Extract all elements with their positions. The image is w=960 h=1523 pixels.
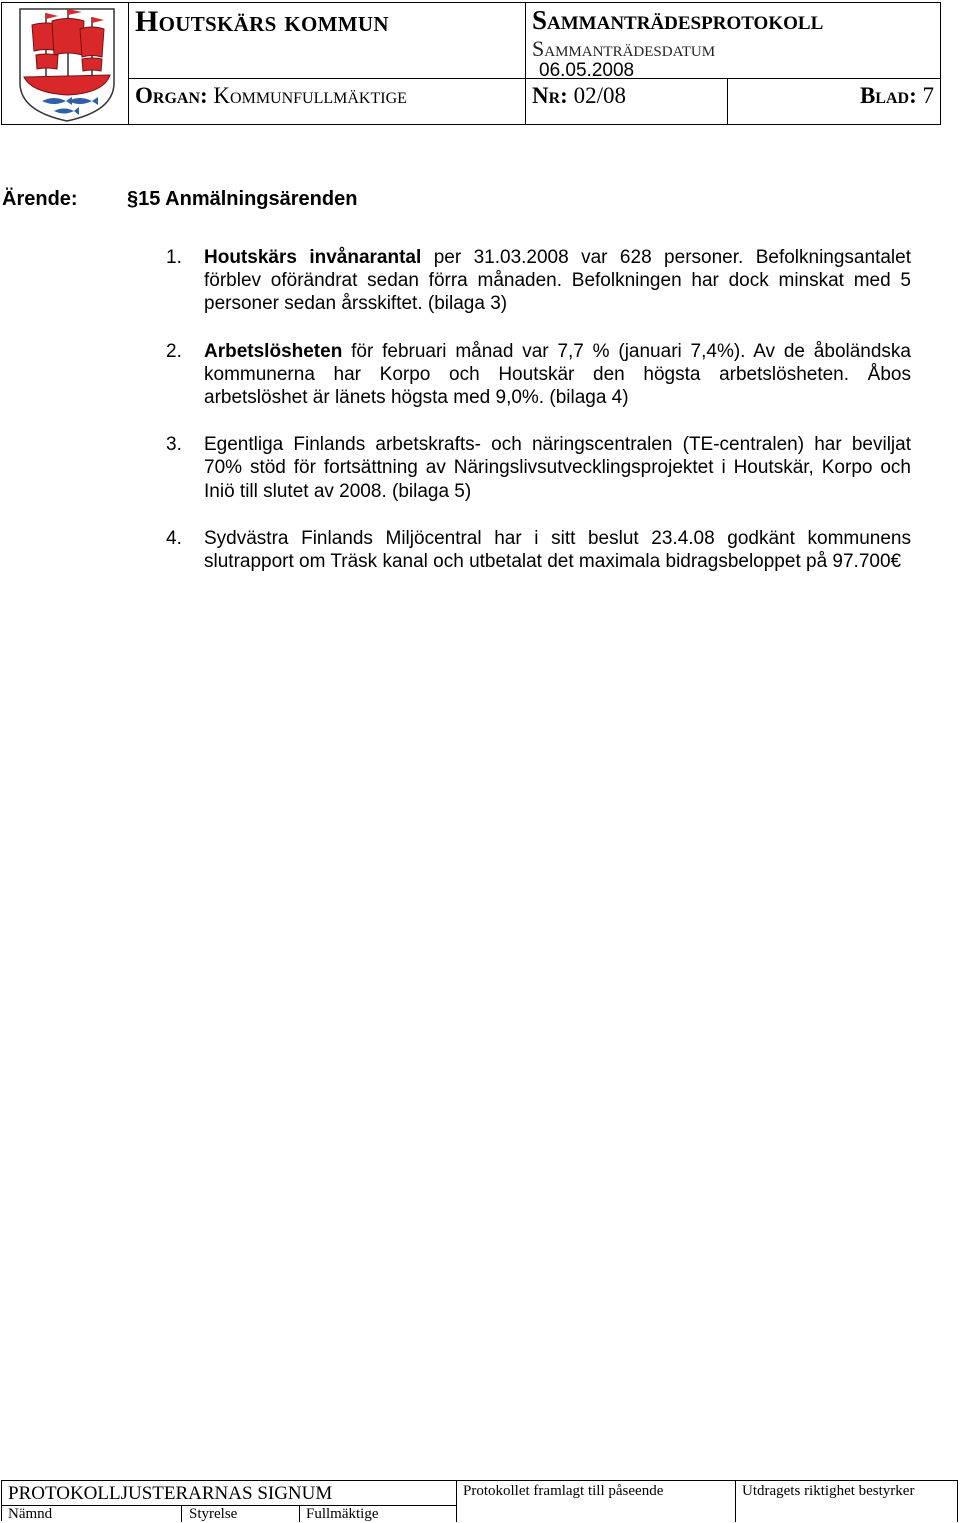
extract-certified-label: Utdragets riktighet bestyrker xyxy=(742,1483,915,1499)
item-text xyxy=(204,246,911,316)
item-body: Egentliga Finlands arbetskrafts- och näringscentralen (TE-centralen) har beviljat 70% stöd för fortsättning av Näringslivsutvecklingsprojektet i Houtskär, Korpo och Iniö till slutet av 2008. (bilaga 5) xyxy=(204,434,911,502)
item-text xyxy=(204,433,911,503)
number-value: 02/08 xyxy=(573,83,626,108)
signature-footer xyxy=(1,1480,958,1521)
page-field xyxy=(860,83,934,109)
meeting-date-value: 06.05.2008 xyxy=(539,60,635,81)
item-bold: Arbetslösheten xyxy=(204,340,343,362)
item-number: 1. xyxy=(166,247,182,268)
col-namnd: Nämnd xyxy=(8,1506,53,1522)
list-item xyxy=(0,340,960,410)
number-field xyxy=(532,83,626,109)
protocol-displayed-label: Protokollet framlagt till påseende xyxy=(463,1483,664,1499)
col-fullmaktige: Fullmäktige xyxy=(306,1506,379,1522)
item-body: Sydvästra Finlands Miljöcentral har i sitt beslut 23.4.08 godkänt kommunens slutrapport om Träsk kanal och utbetalat det maximala bidragsbeloppet på 97.700€ xyxy=(204,527,911,573)
item-number: 4. xyxy=(166,527,182,549)
list-item xyxy=(0,527,960,573)
organ-value: Kommunfullmäktige xyxy=(213,83,407,108)
case-title: §15 Anmälningsärenden xyxy=(127,188,358,210)
page-value: 7 xyxy=(922,83,934,108)
municipality-name: Houtskärs kommun xyxy=(135,5,389,38)
logo-cell xyxy=(2,3,129,124)
item-body: för februari månad var 7,7 % (januari 7,4%). Av de åboländska kommunerna har Korpo och Houtskär den högsta arbetslösheten. Åbos arbetslöshet är länets högsta med 9,0%. (bilaga 4) xyxy=(204,340,911,409)
announcement-list xyxy=(0,246,960,597)
meeting-date-label: Sammanträdesdatum xyxy=(532,36,716,61)
item-text xyxy=(204,527,911,573)
col-styrelse: Styrelse xyxy=(189,1506,238,1522)
list-item xyxy=(0,246,960,316)
signature-title: PROTOKOLLJUSTERARNAS SIGNUM xyxy=(8,1483,333,1504)
organ-label: Organ: xyxy=(135,83,208,108)
item-bold: Houtskärs invånarantal xyxy=(204,247,422,268)
item-number: 3. xyxy=(166,434,182,456)
page-label: Blad: xyxy=(859,83,917,108)
number-label: Nr: xyxy=(532,83,568,108)
item-number: 2. xyxy=(166,340,182,362)
case-label: Ärende: xyxy=(2,188,78,210)
document-header xyxy=(1,2,941,125)
list-item xyxy=(0,433,960,503)
item-body: per 31.03.2008 var 628 personer. Befolkningsantalet förblev oförändrat sedan förra månaden. Befolkningen har dock minskat med 5 personer sedan årsskiftet. (bilaga 3) xyxy=(204,247,911,315)
organ-field xyxy=(135,83,407,109)
protocol-title: Sammanträdesprotokoll xyxy=(532,5,824,35)
item-text xyxy=(204,340,911,410)
coat-of-arms-ship-icon xyxy=(2,3,127,124)
